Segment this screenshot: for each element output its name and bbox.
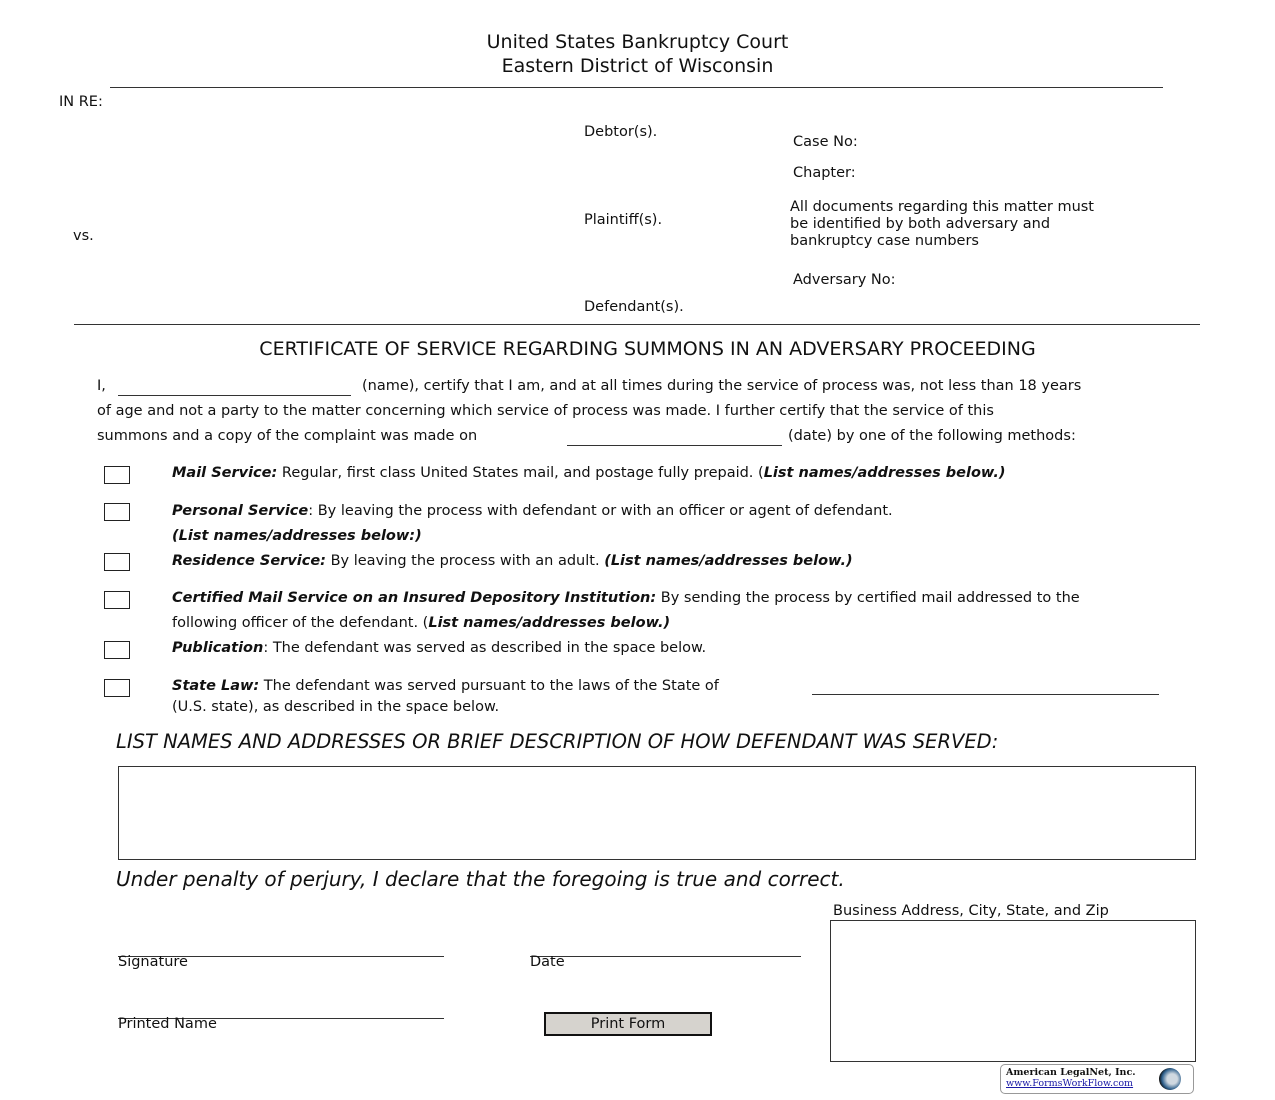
date-field[interactable] <box>530 956 801 957</box>
footer-logo <box>1000 1064 1194 1094</box>
cert-line-2: of age and not a party to the matter concerning which service of process was made. I further certify that the service of this <box>97 403 994 419</box>
personal-service-desc: : By leaving the process with defendant or with an officer or agent of defendant. <box>308 503 893 519</box>
globe-logo-icon <box>1159 1068 1181 1090</box>
vs-label: vs. <box>73 228 94 244</box>
printed-name-label: Printed Name <box>118 1016 217 1032</box>
publication-text <box>172 640 706 656</box>
residence-service-note: (List names/addresses below.) <box>604 553 853 569</box>
certified-mail-label: Certified Mail Service on an Insured Depository Institution: <box>172 590 657 606</box>
publication-desc: : The defendant was served as described in the space below. <box>263 640 707 656</box>
signature-label: Signature <box>118 954 188 970</box>
state-law-checkbox[interactable] <box>104 679 130 697</box>
court-name: United States Bankruptcy Court <box>486 31 789 53</box>
case-no-label: Case No: <box>793 134 858 150</box>
name-field[interactable] <box>118 395 351 396</box>
publication-label: Publication <box>172 640 264 656</box>
caption-divider <box>74 324 1200 325</box>
residence-service-label: Residence Service: <box>172 553 326 569</box>
certified-mail-checkbox[interactable] <box>104 591 130 609</box>
print-form-button[interactable]: Print Form <box>544 1012 712 1036</box>
notice-line-2: be identified by both adversary and <box>790 216 1051 232</box>
list-heading: LIST NAMES AND ADDRESSES OR BRIEF DESCRIPTION OF HOW DEFENDANT WAS SERVED: <box>116 730 999 753</box>
footer-company: American LegalNet, Inc. <box>1006 1067 1136 1078</box>
state-law-text <box>172 678 719 694</box>
cert-line-1: (name), certify that I am, and at all times during the service of process was, not less than 18 years <box>362 378 1082 394</box>
service-description-field[interactable] <box>118 766 1196 860</box>
mail-service-checkbox[interactable] <box>104 466 130 484</box>
date-label: Date <box>530 954 565 970</box>
state-law-label: State Law: <box>172 678 260 694</box>
adversary-no-label: Adversary No: <box>793 272 896 288</box>
district-name: Eastern District of Wisconsin <box>501 55 774 77</box>
business-address-label: Business Address, City, State, and Zip <box>833 903 1109 919</box>
certified-mail-text <box>172 590 1080 606</box>
in-re-label: IN RE: <box>59 94 103 110</box>
date-served-field[interactable] <box>567 445 782 446</box>
form-title: CERTIFICATE OF SERVICE REGARDING SUMMONS IN AN ADVERSARY PROCEEDING <box>259 338 1036 360</box>
personal-service-note: (List names/addresses below:) <box>172 528 422 544</box>
cert-line-3a: summons and a copy of the complaint was made on <box>97 428 478 444</box>
personal-service-text <box>172 503 893 519</box>
header-divider <box>110 87 1163 88</box>
business-address-field[interactable] <box>830 920 1196 1062</box>
mail-service-desc: Regular, first class United States mail, and postage fully prepaid. ( <box>277 465 764 481</box>
chapter-label: Chapter: <box>793 165 856 181</box>
certified-mail-line-2 <box>172 615 670 631</box>
mail-service-note: List names/addresses below.) <box>763 465 1006 481</box>
residence-service-text <box>172 553 853 569</box>
residence-service-checkbox[interactable] <box>104 553 130 571</box>
debtors-label: Debtor(s). <box>584 124 658 140</box>
publication-checkbox[interactable] <box>104 641 130 659</box>
certified-mail-desc: By sending the process by certified mail addressed to the <box>656 590 1080 606</box>
state-field[interactable] <box>812 694 1159 695</box>
personal-service-checkbox[interactable] <box>104 503 130 521</box>
defendants-label: Defendant(s). <box>584 299 684 315</box>
cert-i: I, <box>97 378 106 394</box>
notice-line-1: All documents regarding this matter must <box>790 199 1094 215</box>
cert-line-3b: (date) by one of the following methods: <box>788 428 1076 444</box>
notice-line-3: bankruptcy case numbers <box>790 233 979 249</box>
personal-service-label: Personal Service <box>172 503 309 519</box>
certified-mail-desc-2: following officer of the defendant. ( <box>172 615 429 631</box>
perjury-statement: Under penalty of perjury, I declare that the foregoing is true and correct. <box>116 867 845 891</box>
residence-service-desc: By leaving the process with an adult. <box>325 553 605 569</box>
state-law-desc: The defendant was served pursuant to the laws of the State of <box>259 678 719 694</box>
mail-service-text <box>172 465 1006 481</box>
certified-mail-note: List names/addresses below.) <box>428 615 671 631</box>
footer-url[interactable]: www.FormsWorkFlow.com <box>1006 1078 1134 1089</box>
plaintiffs-label: Plaintiff(s). <box>584 212 663 228</box>
mail-service-label: Mail Service: <box>172 465 278 481</box>
state-law-line-2: (U.S. state), as described in the space below. <box>172 699 500 715</box>
